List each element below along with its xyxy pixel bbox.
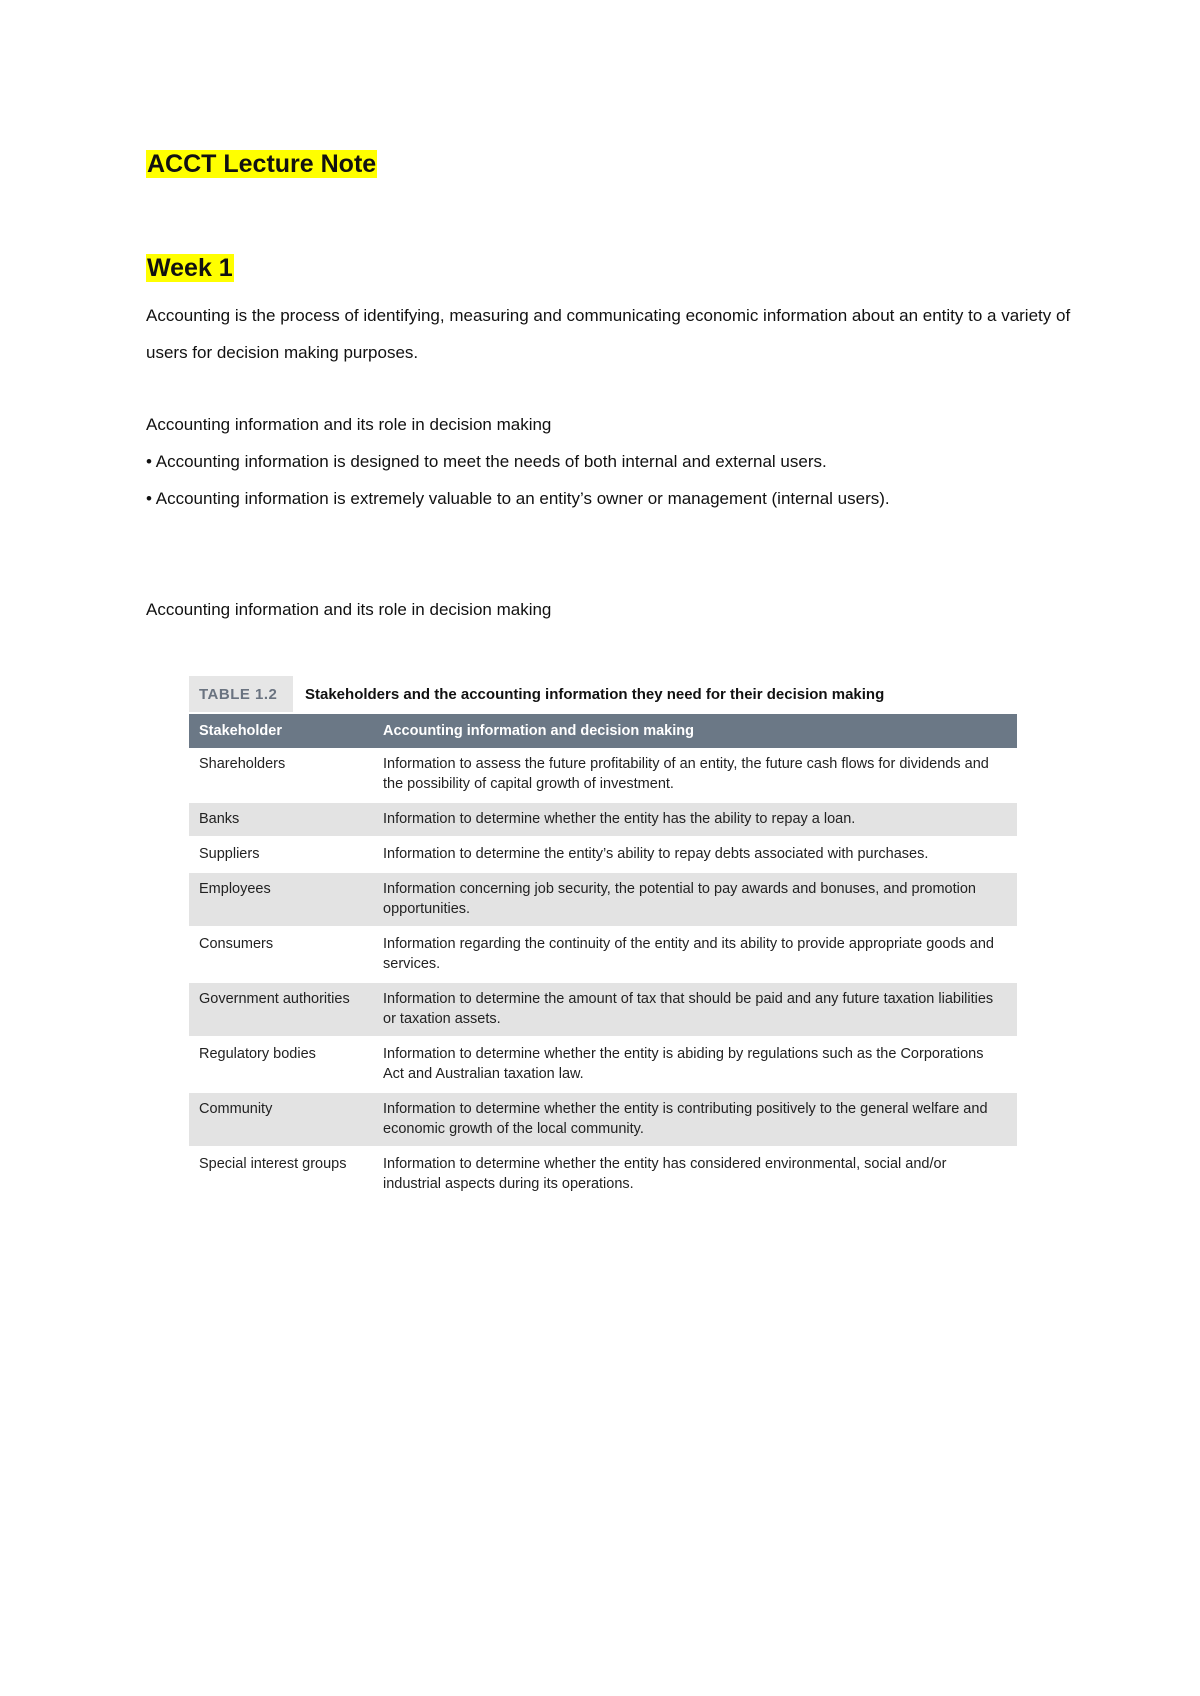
stakeholders-table-figure	[189, 676, 1017, 1203]
document-title-text: ACCT Lecture Note	[147, 150, 377, 178]
table-caption	[189, 676, 1017, 712]
section-heading: Accounting information and its role in decision making	[146, 415, 552, 434]
information-cell: Information to determine the amount of tax that should be paid and any future taxation liabilities or taxation assets.	[373, 982, 1017, 1037]
table-row	[189, 1092, 1017, 1147]
stakeholder-cell: Employees	[189, 872, 373, 927]
bullet-item: • Accounting information is extremely valuable to an entity’s owner or management (internal users).	[146, 489, 890, 508]
stakeholders-table	[189, 712, 1017, 1203]
information-cell: Information to assess the future profitability of an entity, the future cash flows for dividends and the possibility of capital growth of investment.	[373, 748, 1017, 802]
stakeholder-cell: Shareholders	[189, 748, 373, 802]
table-number: TABLE 1.2	[189, 676, 293, 712]
header-accounting-information: Accounting information and decision making	[373, 713, 1017, 748]
stakeholder-cell: Government authorities	[189, 982, 373, 1037]
bullet-item: • Accounting information is designed to meet the needs of both internal and external users.	[146, 452, 827, 471]
document-title	[146, 148, 377, 180]
definition-paragraph: Accounting is the process of identifying, measuring and communicating economic information about an entity to a variety of users for decision making purposes.	[146, 306, 1071, 362]
header-stakeholder: Stakeholder	[189, 713, 373, 748]
information-cell: Information to determine whether the entity has considered environmental, social and/or industrial aspects during its operations.	[373, 1147, 1017, 1202]
stakeholder-cell: Banks	[189, 802, 373, 837]
table-row	[189, 927, 1017, 982]
table-title: Stakeholders and the accounting information they need for their decision making	[305, 685, 885, 703]
information-cell: Information regarding the continuity of the entity and its ability to provide appropriate goods and services.	[373, 927, 1017, 982]
information-cell: Information to determine whether the entity is abiding by regulations such as the Corporations Act and Australian taxation law.	[373, 1037, 1017, 1092]
stakeholder-cell: Regulatory bodies	[189, 1037, 373, 1092]
table-row	[189, 802, 1017, 837]
information-cell: Information to determine whether the entity has the ability to repay a loan.	[373, 802, 1017, 837]
stakeholder-cell: Community	[189, 1092, 373, 1147]
week-heading	[146, 252, 234, 284]
stakeholder-cell: Suppliers	[189, 837, 373, 872]
information-cell: Information concerning job security, the potential to pay awards and bonuses, and promotion opportunities.	[373, 872, 1017, 927]
information-cell: Information to determine whether the entity is contributing positively to the general welfare and economic growth of the local community.	[373, 1092, 1017, 1147]
table-row	[189, 748, 1017, 802]
table-row	[189, 837, 1017, 872]
table-header-row	[189, 713, 1017, 748]
information-cell: Information to determine the entity’s ability to repay debts associated with purchases.	[373, 837, 1017, 872]
stakeholder-cell: Consumers	[189, 927, 373, 982]
table-row	[189, 872, 1017, 927]
section-heading-repeat: Accounting information and its role in decision making	[146, 600, 552, 619]
table-row	[189, 1147, 1017, 1202]
stakeholder-cell: Special interest groups	[189, 1147, 373, 1202]
table-row	[189, 982, 1017, 1037]
week-heading-text: Week 1	[147, 254, 233, 282]
table-row	[189, 1037, 1017, 1092]
